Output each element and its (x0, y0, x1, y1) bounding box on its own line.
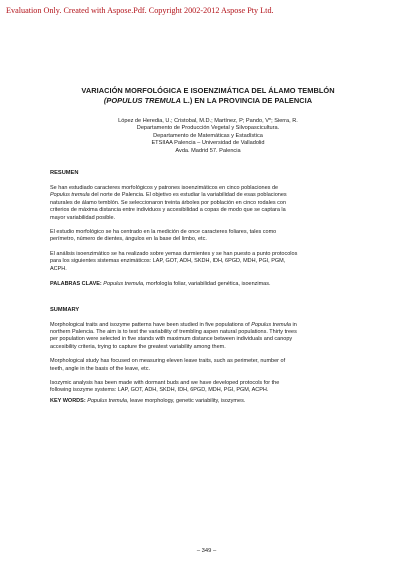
text-fragment: Morphological traits and isozyme patterns have been studied in five populations of (50, 321, 252, 328)
keywords-label: KEY WORDS: (50, 397, 86, 404)
text-line: criterios de máxima distancia entre individuos y accesibilidad a copas de modo que se captara la (50, 207, 286, 214)
affiliation-university: ETSIIAA Palencia – Universidad de Valladolid (151, 140, 265, 147)
affiliation-department-1: Departamento de Producción Vegetal y Silvopascicultura. (136, 125, 280, 132)
species-name: Populus tremula (87, 397, 127, 404)
text-line: para los siguientes sistemas enzimáticos: LAP, GOT, ADH, SKDH, IDH, 6PGD, MDH, PGI, PGM, (50, 258, 286, 265)
text-line: Isozymic analysis has been made with dormant buds and we have developed protocols for the (50, 379, 280, 386)
summary-paragraph-1 (50, 322, 366, 352)
summary-heading: SUMMARY (50, 306, 80, 313)
species-name: Populus tremula (50, 192, 90, 199)
keywords-label: PALABRAS CLAVE: (50, 281, 102, 288)
title-line-2-rest: L.) EN LA PROVINCIA DE PALENCIA (181, 96, 313, 105)
summary-paragraph-3 (50, 380, 366, 395)
summary-paragraph-2 (50, 358, 366, 373)
title-species: (POPULUS TREMULA (103, 96, 182, 105)
text-line (50, 398, 366, 405)
text-line: following isozyme systems: LAP, GOT, ADH, SKDH, IDH, 6PGD, MDH, PGI, PGM, ACPH. (50, 387, 269, 394)
text-line: per population were selected in five stands with maximum distance between individuals and canopy (50, 336, 293, 343)
text-line (50, 192, 366, 199)
paper-title (50, 86, 366, 106)
text-line: perímetro, número de dientes, ángulos en la base del limbo, etc. (50, 236, 207, 243)
text-line: Morphological study has focused on measuring eleven leave traits, such as perimeter, number of (50, 358, 286, 365)
resumen-paragraph-1 (50, 185, 366, 222)
title-line-1: VARIACIÓN MORFOLÓGICA E ISOENZIMÁTICA DEL ÁLAMO TEMBLÓN (81, 86, 335, 95)
page-number: – 349 – (196, 548, 217, 554)
text-line (50, 281, 366, 288)
text-line: northern Palencia. The aim is to test the variability of trembling aspen natural populations. Thirty trees (50, 328, 297, 335)
text-line: Se han estudiado caracteres morfológicos y patrones isoenzimáticos en cinco poblaciones de (50, 185, 279, 192)
text-line: naturales de álamo temblón. Se seleccionaron treinta árboles por población en cinco rodales con (50, 199, 287, 206)
author-names: López de Heredia, U.; Cristobal, M.D.; Martínez, P; Pando, V*; Sierra, R. (118, 118, 298, 124)
text-line: ACPH. (50, 265, 67, 272)
summary-keywords (50, 398, 366, 405)
text-fragment: in (290, 321, 297, 328)
keywords-text: , morfología foliar, variabilidad genética, isoenzimas. (143, 281, 271, 288)
evaluation-watermark: Evaluation Only. Created with Aspose.Pdf. Copyright 2002-2012 Aspose Pty Ltd. (6, 6, 274, 15)
text-line: El análisis isoenzimático se ha realizado sobre yemas durmientes y se han puesto a punto protocolos (50, 250, 298, 257)
species-name: Populus tremula (251, 321, 291, 328)
resumen-heading: RESUMEN (50, 170, 79, 177)
text-line: accesibility criteria, trying to capture the greatest variability among them. (50, 343, 226, 350)
text-fragment: del norte de Palencia. El objetivo es estudiar la variabilidad de esas poblaciones (89, 192, 287, 199)
text-line: teeth, angle in the basis of the leave, etc. (50, 365, 150, 372)
author-block (50, 118, 366, 155)
affiliation-department-2: Departamento de Matemáticas y Estadística (153, 132, 263, 139)
affiliation-address: Avda. Madrid 57. Palencia (175, 147, 241, 154)
text-line (50, 322, 366, 329)
text-line: El estudio morfológico se ha centrado en la medición de once caracteres foliares, tales como (50, 229, 277, 236)
keywords-text: , leave morphology, genetic variability, isozymes. (126, 397, 246, 404)
resumen-keywords (50, 281, 366, 288)
text-line: mayor variabilidad posible. (50, 214, 116, 221)
resumen-paragraph-2 (50, 229, 366, 244)
resumen-paragraph-3 (50, 251, 366, 273)
title-line-2 (50, 96, 366, 106)
species-name: Populus tremula (103, 281, 144, 288)
paper-content (50, 86, 366, 405)
